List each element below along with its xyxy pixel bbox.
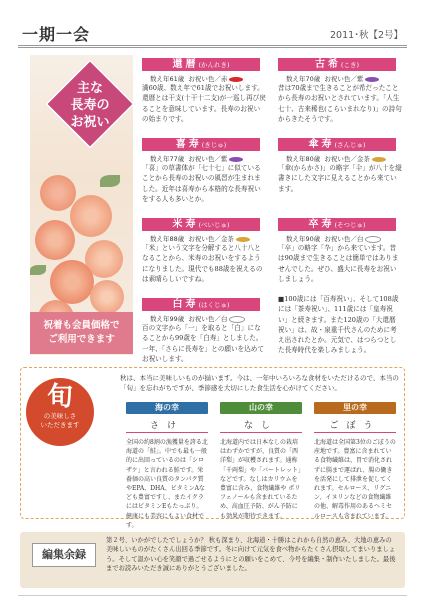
color-swatch <box>365 77 379 82</box>
feature-title: 主な 長寿の お祝い <box>70 81 110 130</box>
section-sanju-meta: 数え年80歳 お祝い色／金茶 <box>286 154 386 163</box>
shun-badge-subtitle: の美味しさ いただきます <box>40 412 80 429</box>
discount-banner: 祝着も会員価格で ご利用できます <box>30 312 133 354</box>
editor-note-label: 編集余録 <box>32 543 96 567</box>
section-koki-title: 古希(こき) <box>278 58 396 71</box>
section-beiju-text: 「米」という文字を分解すると八十八となることから、米寿のお祝いをするようになりました。現代でも88歳を祝えるのは素晴らしいですね。 <box>142 244 263 283</box>
seasonal-intro: 秋は、本当に美味しいものが揃います。今は、一年中いろいろな食材をいただけるので、本当の「旬」を忘れがちですが、季節感を大切にした食生活を心がけてください。 <box>120 374 399 392</box>
divider <box>220 432 302 433</box>
shun-badge-title: 旬 <box>46 382 73 412</box>
section-sotsuju-title: 卒寿(そつじゅ) <box>278 218 396 231</box>
divider <box>314 432 396 433</box>
newsletter-logo: 一期一会 <box>22 25 91 44</box>
section-kiju-title: 喜寿(きじゅ) <box>142 138 260 151</box>
section-kanreki-title: 還暦(かんれき) <box>142 58 260 71</box>
section-hakuju-meta: 数え年99歳 お祝い色／白 <box>150 314 245 323</box>
section-kanreki-meta: 数え年61歳 お祝い色／赤 <box>150 74 243 83</box>
seasonal-item-sea-label: 海の幸 <box>126 402 208 414</box>
seasonal-item-mountain-text: 北海道内では日本なしの栽培はわずかですが、良質の「西洋梨」が収穫されます。通称「千両梨」や「バートレット」などです。なしはカリウムを豊富に含み、食物繊維や ポリフェノールも含まれているため、高血圧予防、がん予防にも効果が期待できます。 <box>220 439 301 520</box>
issue-label: 2011･秋【2号】 <box>330 30 403 41</box>
section-kiju-meta: 数え年77歳 お祝い色／紫 <box>150 154 243 163</box>
color-swatch <box>365 236 381 243</box>
section-sanju-title: 傘寿(さんじゅ) <box>278 138 396 151</box>
seasonal-item-village-text: 北海道は全国第3位のごぼうの産地です。豊富に含まれている食物繊維は、胃で消化されずに腸まで運ばれ、腸の働きを活発にして排泄を促してくれます。セルロース、リグニン、イヌリンなどの食物繊維の他、解毒作用のあるヘミセルロースも含まれています。 <box>314 439 396 520</box>
section-koki-meta: 数え年70歳 お祝い色／紫 <box>286 74 379 83</box>
color-swatch <box>229 77 243 82</box>
section-beiju-meta: 数え年88歳 お祝い色／金茶 <box>150 234 250 243</box>
header-rule <box>18 45 407 46</box>
longevity-note: ■100歳には「百寿祝い」、そして108歳には「茶寿祝い」、111歳には「皇寿祝い」と続きます。また120歳の「大還暦祝い」は、故・泉重千代さんのために考え出されたとか。元気で、はつらつとした長寿時代を楽しみましょう。 <box>278 295 399 355</box>
section-sanju-text: 「傘(からかさ)」の略字「仐」が八十を縦書きにした文字に見えることから来ています。 <box>278 164 402 193</box>
seasonal-item-village-label: 里の幸 <box>314 402 396 414</box>
seasonal-item-sea-text: 全国の約8割の漁獲量を誇る北海道の「鮭」。中でも最も一般的に出回っているのは「シロザケ」と言われる鮭です。栄養価の高い良質のタンパク質やEPA、DHA、ビタミンAなども豊富ですし、またイクラにはビタミンEもたっぷり。健康にも美容にもよい食材です。 <box>126 439 208 529</box>
header-rule-2 <box>18 47 407 48</box>
editor-note-text: 第２号、いかがでしたでしょうか？ 秋も深まり、北海道・十勝はこれから自然の恵み、大地の恵みの美味しいものがたくさん出回る季節です。冬に向けて元気を食べ物からたくさん摂取してまいりましょう。そして温かい心を笑顔で過ごせるようにとの願いをこめて、今号を編集・制作いたしました。最後までお読みいただき誠にありがとうございました。 <box>106 537 396 573</box>
seasonal-item-mountain-word: なし <box>243 421 278 431</box>
divider <box>126 432 208 433</box>
section-sotsuju-text: 「卒」の略字「卆」から来ています。昔は90歳まで生きることは簡単ではありませんでした。ぜひ、盛大に長寿をお祝いしましょう。 <box>278 244 399 283</box>
section-sotsuju-meta: 数え年90歳 お祝い色／白 <box>286 234 381 243</box>
color-swatch <box>229 316 245 323</box>
seasonal-item-sea-word: さけ <box>149 421 184 431</box>
footer-rule <box>18 595 407 596</box>
color-swatch <box>236 237 250 242</box>
seasonal-item-mountain-label: 山の幸 <box>220 402 302 414</box>
section-kiju-text: 「喜」の草書体が「七十七」に似ていることから長寿のお祝いの風習が生まれました。近年は喜寿から本格的な長寿祝いをする人も多いとか。 <box>142 164 261 203</box>
section-hakuju-text: 百の文字から「一」を取ると「白」になることから99歳を「白寿」としました。一年、「さらに長寿を」との願いを込めてお祝いします。 <box>142 324 264 363</box>
section-kanreki-text: 満60歳、数え年で61歳でお祝いします。還暦とは干支(十干十二支)が一巡し再び戻ることを意味しています。長寿のお祝いの始まりです。 <box>142 84 266 123</box>
color-swatch <box>372 157 386 162</box>
color-swatch <box>229 157 243 162</box>
section-koki-text: 昔は70歳まで生きることが希だったことから長寿のお祝いとされています。「人生七十、古来稀也(こらいまれなり)」の詩句からきたそうです。 <box>278 84 402 123</box>
seasonal-item-village-word: ごぼう <box>329 421 381 431</box>
section-beiju-title: 米寿(べいじゅ) <box>142 218 260 231</box>
section-hakuju-title: 白寿(はくじゅ) <box>142 298 260 311</box>
